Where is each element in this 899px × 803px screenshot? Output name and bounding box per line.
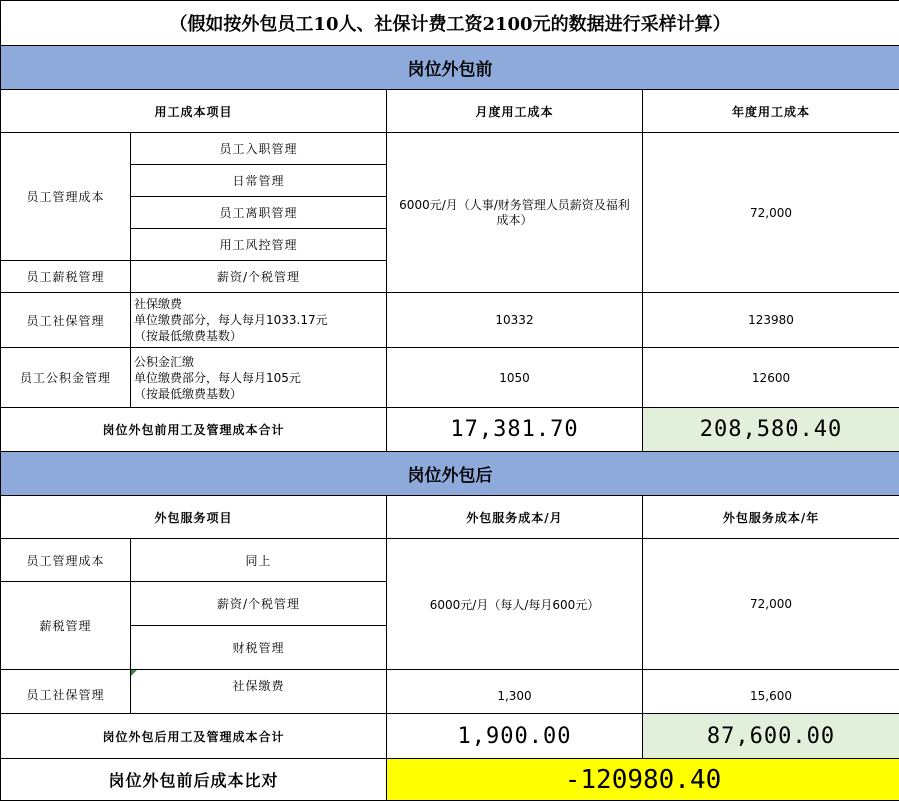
section-title-after: 岗位外包后 xyxy=(1,452,899,496)
total-monthly-after: 1,900.00 xyxy=(387,714,643,759)
comparison-row xyxy=(1,759,899,801)
header-monthly-cost: 月度用工成本 xyxy=(387,90,643,133)
fund-desc xyxy=(131,348,387,408)
total-annual-after: 87,600.00 xyxy=(643,714,899,759)
social-monthly: 10332 xyxy=(387,293,643,348)
section-after-row xyxy=(1,452,899,496)
service-monthly: 6000元/月（每人/每月600元） xyxy=(387,539,643,670)
fund-desc-line: （按最低缴费基数） xyxy=(134,386,243,401)
social-desc xyxy=(131,293,387,348)
table-row xyxy=(1,348,899,408)
header-service-monthly: 外包服务成本/月 xyxy=(387,496,643,539)
social-desc-line: 社保缴费 xyxy=(134,297,183,311)
payroll-label: 员工薪税管理 xyxy=(1,261,131,293)
fund-label: 员工公积金管理 xyxy=(1,348,131,408)
group-label-mgmt: 员工管理成本 xyxy=(1,133,131,261)
table-row xyxy=(1,539,899,582)
after-mgmt-label: 员工管理成本 xyxy=(1,539,131,582)
total-row-after xyxy=(1,714,899,759)
table-row xyxy=(1,133,899,165)
header-row-after xyxy=(1,496,899,539)
after-mgmt-item: 同上 xyxy=(131,539,387,582)
header-annual-cost: 年度用工成本 xyxy=(643,90,899,133)
monthly-mgmt-cost: 6000元/月（人事/财务管理人员薪资及福利成本） xyxy=(387,133,643,293)
social-annual: 123980 xyxy=(643,293,899,348)
table-row xyxy=(1,293,899,348)
after-payroll-label: 薪税管理 xyxy=(1,582,131,670)
fund-monthly: 1050 xyxy=(387,348,643,408)
after-social-annual: 15,600 xyxy=(643,670,899,714)
after-social-label: 员工社保管理 xyxy=(1,670,131,714)
social-label: 员工社保管理 xyxy=(1,293,131,348)
comparison-value: -120980.40 xyxy=(387,759,899,801)
after-payroll-item: 财税管理 xyxy=(131,626,387,670)
table-row xyxy=(1,670,899,714)
after-social-item: 社保缴费 xyxy=(131,670,387,714)
payroll-item: 薪资/个税管理 xyxy=(131,261,387,293)
title-row xyxy=(1,1,899,46)
fund-desc-line: 单位缴费部分，每人每月105元 xyxy=(134,370,301,385)
header-cost-item: 用工成本项目 xyxy=(1,90,387,133)
total-label-after: 岗位外包后用工及管理成本合计 xyxy=(1,714,387,759)
total-row-before xyxy=(1,408,899,452)
page-title: （假如按外包员工10人、社保计费工资2100元的数据进行采样计算） xyxy=(1,1,899,46)
header-row-before xyxy=(1,90,899,133)
service-annual: 72,000 xyxy=(643,539,899,670)
header-service-item: 外包服务项目 xyxy=(1,496,387,539)
total-monthly-before: 17,381.70 xyxy=(387,408,643,452)
mgmt-item: 用工风控管理 xyxy=(131,229,387,261)
fund-desc-line: 公积金汇缴 xyxy=(134,354,195,369)
section-before-row xyxy=(1,46,899,90)
total-annual-before: 208,580.40 xyxy=(643,408,899,452)
annual-mgmt-cost: 72,000 xyxy=(643,133,899,293)
header-service-annual: 外包服务成本/年 xyxy=(643,496,899,539)
after-payroll-item: 薪资/个税管理 xyxy=(131,582,387,626)
social-desc-line: 单位缴费部分，每人每月1033.17元 xyxy=(134,313,328,327)
section-title-before: 岗位外包前 xyxy=(1,46,899,90)
mgmt-item: 员工离职管理 xyxy=(131,197,387,229)
social-desc-line: （按最低缴费基数） xyxy=(134,329,243,343)
mgmt-item: 日常管理 xyxy=(131,165,387,197)
fund-annual: 12600 xyxy=(643,348,899,408)
total-label-before: 岗位外包前用工及管理成本合计 xyxy=(1,408,387,452)
after-social-monthly: 1,300 xyxy=(387,670,643,714)
comparison-label: 岗位外包前后成本比对 xyxy=(1,759,387,801)
mgmt-item: 员工入职管理 xyxy=(131,133,387,165)
